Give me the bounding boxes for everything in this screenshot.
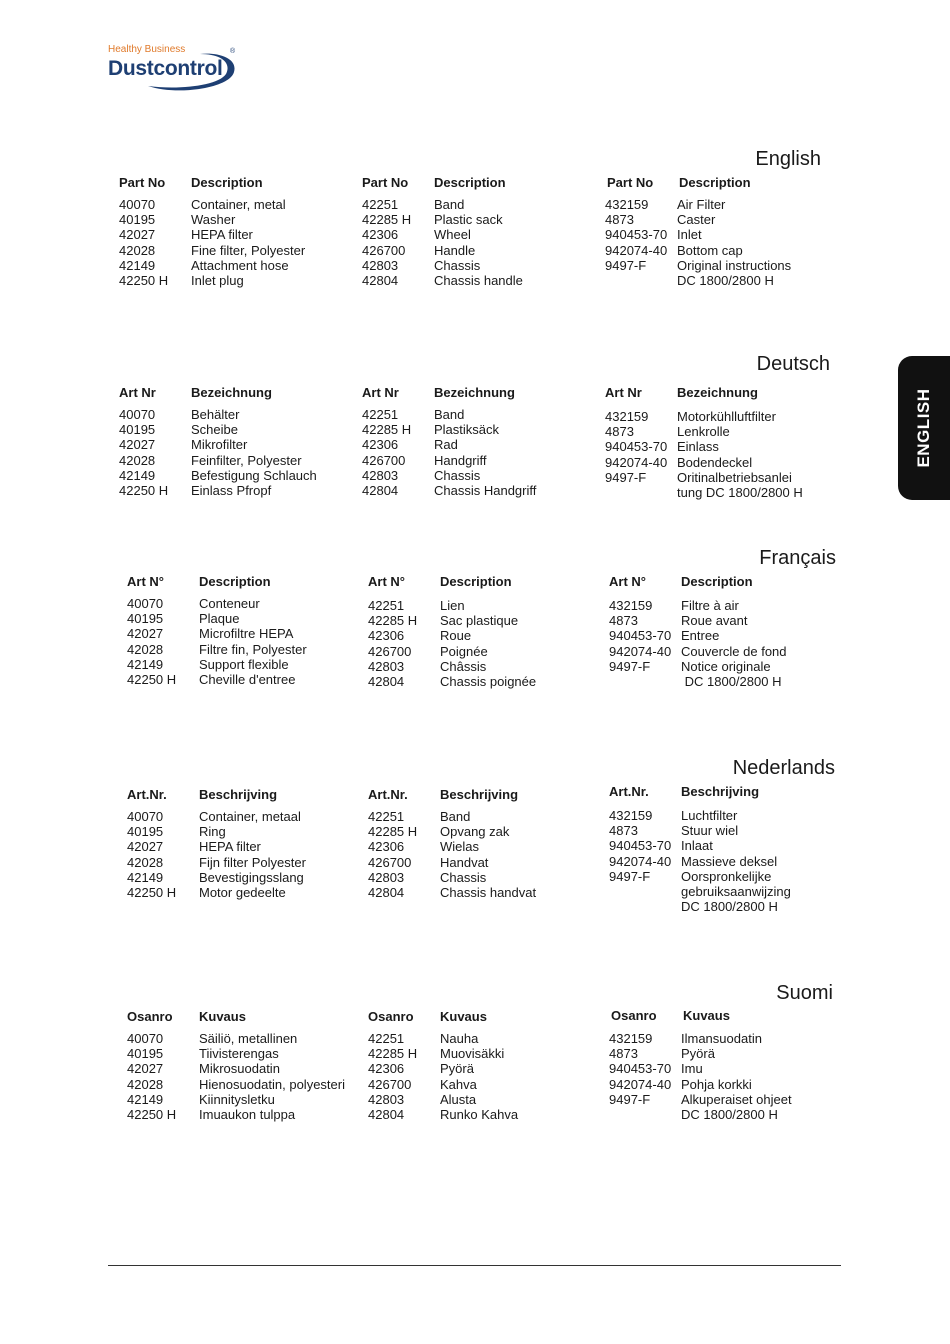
part-number	[609, 899, 671, 914]
part-description: Feinfilter, Polyester	[191, 452, 302, 468]
header-description: Beschrijving	[199, 787, 278, 802]
part-description: Chassis Handgriff	[434, 482, 537, 498]
part-description: Handle	[434, 242, 476, 258]
header-part-no: Art.Nr.	[609, 784, 649, 799]
brand-tagline: Healthy Business	[108, 44, 186, 55]
part-number	[605, 485, 667, 500]
part-number: 9497-F	[605, 257, 647, 273]
part-number: 426700	[368, 643, 412, 659]
part-description: Lien	[440, 598, 465, 613]
part-number: 42027	[119, 437, 156, 453]
part-number-column	[605, 409, 667, 500]
section-language-title: Deutsch	[756, 353, 830, 375]
part-number: 42027	[119, 227, 156, 243]
part-number-column	[119, 407, 168, 498]
part-number: 42149	[127, 1091, 164, 1107]
part-number: 42028	[127, 854, 164, 870]
part-description: Oritinalbetriebsanlei	[677, 469, 792, 485]
side-tab-label: ENGLISH	[914, 388, 933, 468]
part-description: DC 1800/2800 H	[677, 272, 774, 288]
part-number: 940453-70	[609, 1061, 672, 1077]
part-number: 42803	[368, 658, 405, 674]
part-number: 42251	[362, 197, 399, 212]
part-description: Alusta	[440, 1091, 477, 1107]
part-number	[609, 884, 671, 899]
description-column	[191, 197, 305, 288]
footer-divider	[108, 1265, 841, 1266]
registered-mark: ®	[230, 48, 236, 55]
part-description: Einlass	[677, 439, 719, 455]
part-number: 42803	[368, 1091, 405, 1107]
part-number: 432159	[609, 1031, 653, 1046]
section-language-title: Français	[759, 547, 836, 569]
part-description: Bottom cap	[677, 242, 743, 258]
part-description: Inlet	[677, 227, 702, 243]
part-description: Kahva	[440, 1076, 477, 1092]
part-description: Pyörä	[681, 1046, 715, 1062]
part-description: Plastiksäck	[434, 422, 500, 438]
part-number: 426700	[362, 242, 406, 258]
part-number: 42803	[362, 257, 399, 273]
part-description: Tiivisterengas	[199, 1046, 279, 1062]
part-number-column	[605, 197, 667, 288]
part-description: Kiinnitysletku	[199, 1091, 275, 1107]
part-description: Cheville d'entree	[199, 671, 296, 687]
part-description: Pohja korkki	[681, 1076, 752, 1092]
section-francais	[0, 547, 950, 747]
part-number: 40070	[127, 1031, 164, 1046]
part-number: 4873	[609, 613, 638, 629]
part-number	[609, 1107, 671, 1122]
part-number: 42028	[127, 641, 164, 657]
part-description: Motor gedeelte	[199, 884, 286, 900]
part-description: Chassis	[434, 257, 481, 273]
description-column	[434, 407, 536, 498]
part-number: 940453-70	[609, 628, 672, 644]
part-number: 432159	[609, 808, 653, 823]
part-description: Washer	[191, 212, 236, 228]
header-part-no: Osanro	[611, 1008, 657, 1023]
part-number-column	[609, 1031, 671, 1122]
part-number	[605, 273, 667, 288]
part-description: Massieve deksel	[681, 853, 778, 869]
part-description: Châssis	[440, 658, 487, 674]
part-description: gebruiksaanwijzing	[681, 883, 791, 899]
description-column	[191, 407, 317, 498]
part-number: 42804	[362, 272, 399, 288]
description-column	[440, 809, 536, 900]
part-description: Bodendeckel	[677, 454, 753, 470]
part-number: 940453-70	[605, 439, 668, 455]
part-number: 42804	[368, 1106, 405, 1122]
part-number: 42149	[127, 656, 164, 672]
part-description: Notice originale	[681, 658, 771, 674]
part-description: Motorkühlluftfilter	[677, 409, 776, 424]
part-number: 426700	[362, 452, 406, 468]
part-description: DC 1800/2800 H	[681, 673, 782, 689]
part-number: 942074-40	[609, 1076, 672, 1092]
header-description: Kuvaus	[199, 1009, 246, 1024]
part-description: Entree	[681, 628, 720, 644]
part-number: 432159	[605, 197, 649, 212]
header-part-no: Art.Nr.	[127, 787, 167, 802]
part-description: HEPA filter	[199, 839, 261, 855]
part-number: 9497-F	[605, 469, 647, 485]
part-description: Mikrosuodatin	[199, 1061, 280, 1077]
part-description: Muovisäkki	[440, 1046, 505, 1062]
description-column	[199, 809, 306, 900]
brand-name: Dustcontrol	[108, 57, 223, 80]
part-number: 40070	[127, 596, 164, 611]
part-number: 40195	[127, 611, 164, 627]
part-number: 42250 H	[127, 884, 177, 900]
part-number: 42804	[362, 482, 399, 498]
part-number: 4873	[605, 212, 634, 228]
description-column	[677, 409, 803, 500]
part-description: Wielas	[440, 839, 480, 855]
part-description: Einlass Pfropf	[191, 482, 272, 498]
part-description: Inlet plug	[191, 272, 244, 288]
part-description: Band	[440, 809, 471, 824]
part-description: Chassis handle	[434, 272, 523, 288]
part-number: 42149	[119, 467, 156, 483]
description-column	[440, 1031, 518, 1122]
part-number: 42250 H	[119, 272, 169, 288]
part-description: Mikrofilter	[191, 437, 248, 453]
part-number: 42251	[368, 809, 405, 824]
part-description: Alkuperaiset ohjeet	[681, 1091, 792, 1107]
part-description: Lenkrolle	[677, 424, 730, 440]
part-description: Ilmansuodatin	[681, 1031, 762, 1046]
part-number: 42804	[368, 673, 405, 689]
header-part-no: Part No	[362, 175, 409, 190]
header-description: Description	[681, 574, 753, 589]
part-number-column	[368, 1031, 417, 1122]
part-description: Säiliö, metallinen	[199, 1031, 298, 1046]
part-description: Caster	[677, 212, 716, 228]
part-number: 42027	[127, 1061, 164, 1077]
part-number-column	[609, 808, 671, 914]
part-description: Opvang zak	[440, 824, 510, 840]
part-description: Original instructions	[677, 257, 792, 273]
section-nederlands	[0, 757, 950, 957]
part-number: 42028	[119, 452, 156, 468]
part-description: Air Filter	[677, 197, 726, 212]
part-number: 942074-40	[605, 454, 668, 470]
part-description: Roue	[440, 628, 472, 644]
part-description: Luchtfilter	[681, 808, 738, 823]
part-number: 42306	[368, 1061, 405, 1077]
part-number: 40070	[127, 809, 164, 824]
part-description: Chassis	[434, 467, 481, 483]
part-description: Fijn filter Polyester	[199, 854, 306, 870]
part-description: Plaque	[199, 611, 240, 627]
part-number: 942074-40	[609, 643, 672, 659]
part-number: 40070	[119, 407, 156, 422]
part-number: 942074-40	[609, 853, 672, 869]
part-number: 40195	[127, 1046, 164, 1062]
part-description: Scheibe	[191, 422, 238, 438]
header-description: Description	[199, 574, 271, 589]
part-number: 42306	[362, 437, 399, 453]
part-description: Band	[434, 407, 465, 422]
header-description: Beschrijving	[440, 787, 519, 802]
header-description: Beschrijving	[681, 784, 760, 799]
header-description: Description	[191, 175, 263, 190]
section-suomi	[0, 982, 950, 1182]
part-description: Inlaat	[681, 838, 713, 854]
part-number: 40070	[119, 197, 156, 212]
part-description: Wheel	[434, 227, 471, 243]
section-english	[0, 148, 950, 348]
part-description: Conteneur	[199, 596, 260, 611]
description-column	[440, 598, 536, 689]
header-description: Description	[440, 574, 512, 589]
part-number: 4873	[609, 823, 638, 839]
part-description: Fine filter, Polyester	[191, 242, 306, 258]
header-part-no: Art N°	[368, 574, 405, 589]
header-part-no: Art Nr	[362, 385, 399, 400]
part-description: Chassis handvat	[440, 884, 537, 900]
description-column	[681, 598, 787, 689]
part-number: 40195	[119, 212, 156, 228]
header-description: Bezeichnung	[434, 385, 515, 400]
part-number	[609, 674, 671, 689]
part-number: 42251	[368, 1031, 405, 1046]
part-description: Chassis	[440, 869, 487, 885]
header-description: Kuvaus	[440, 1009, 487, 1024]
part-number: 42803	[362, 467, 399, 483]
description-column	[434, 197, 523, 288]
header-description: Bezeichnung	[191, 385, 272, 400]
part-number-column	[368, 598, 417, 689]
part-number: 42285 H	[362, 422, 412, 438]
header-part-no: Art Nr	[119, 385, 156, 400]
part-number: 42149	[119, 257, 156, 273]
part-number: 42251	[368, 598, 405, 613]
part-number: 42804	[368, 884, 405, 900]
header-description: Description	[679, 175, 751, 190]
part-number: 42306	[362, 227, 399, 243]
part-number: 40195	[119, 422, 156, 438]
header-part-no: Art Nr	[605, 385, 642, 400]
header-part-no: Part No	[119, 175, 166, 190]
part-number: 42250 H	[127, 1106, 177, 1122]
part-number: 4873	[605, 424, 634, 440]
header-part-no: Art N°	[127, 574, 164, 589]
section-deutsch	[0, 353, 950, 553]
part-number: 42306	[368, 628, 405, 644]
section-language-title: English	[755, 148, 821, 170]
part-number: 940453-70	[609, 838, 672, 854]
part-number: 42285 H	[368, 1046, 418, 1062]
part-number: 940453-70	[605, 227, 668, 243]
part-number: 42027	[127, 626, 164, 642]
part-number: 42028	[119, 242, 156, 258]
part-description: Imu	[681, 1061, 703, 1077]
header-part-no: Osanro	[127, 1009, 173, 1024]
part-description: Runko Kahva	[440, 1106, 519, 1122]
part-number-column	[127, 1031, 176, 1122]
description-column	[681, 1031, 792, 1122]
part-number: 42285 H	[368, 613, 418, 629]
part-number: 42250 H	[127, 671, 177, 687]
part-number-column	[362, 197, 411, 288]
part-description: Chassis poignée	[440, 673, 537, 689]
part-number-column	[127, 596, 176, 687]
part-number: 426700	[368, 1076, 412, 1092]
part-description: Filtre à air	[681, 598, 739, 613]
part-description: Bevestigingsslang	[199, 869, 304, 885]
part-number: 42285 H	[368, 824, 418, 840]
part-description: Sac plastique	[440, 613, 519, 629]
part-description: Band	[434, 197, 465, 212]
part-number: 42803	[368, 869, 405, 885]
part-number-column	[127, 809, 176, 900]
description-column	[199, 1031, 345, 1122]
part-description: Oorspronkelijke	[681, 868, 772, 884]
part-description: Handgriff	[434, 452, 487, 468]
part-number: 42027	[127, 839, 164, 855]
part-number-column	[119, 197, 168, 288]
part-description: Couvercle de fond	[681, 643, 787, 659]
part-number: 42306	[368, 839, 405, 855]
part-description: Container, metaal	[199, 809, 301, 824]
part-number: 42251	[362, 407, 399, 422]
description-column	[199, 596, 307, 687]
header-part-no: Art.Nr.	[368, 787, 408, 802]
header-description: Description	[434, 175, 506, 190]
part-number: 4873	[609, 1046, 638, 1062]
header-description: Bezeichnung	[677, 385, 758, 400]
description-column	[677, 197, 791, 288]
part-description: Nauha	[440, 1031, 479, 1046]
part-description: DC 1800/2800 H	[681, 899, 778, 915]
part-number: 42250 H	[119, 482, 169, 498]
part-description: Plastic sack	[434, 212, 503, 228]
part-description: Imuaukon tulppa	[199, 1106, 296, 1122]
part-description: Attachment hose	[191, 257, 289, 273]
header-part-no: Art N°	[609, 574, 646, 589]
header-description: Kuvaus	[683, 1008, 730, 1023]
part-description: HEPA filter	[191, 227, 253, 243]
part-number: 42149	[127, 869, 164, 885]
part-description: Hienosuodatin, polyesteri	[199, 1076, 345, 1092]
section-language-title: Suomi	[776, 982, 833, 1004]
part-description: Roue avant	[681, 613, 748, 629]
part-description: Microfiltre HEPA	[199, 626, 294, 642]
part-number-column	[609, 598, 671, 689]
part-description: Ring	[199, 824, 226, 840]
section-language-title: Nederlands	[732, 757, 835, 779]
part-description: Container, metal	[191, 197, 286, 212]
part-number: 942074-40	[605, 242, 668, 258]
part-number: 432159	[605, 409, 649, 424]
part-number: 9497-F	[609, 868, 651, 884]
part-number: 426700	[368, 854, 412, 870]
header-part-no: Part No	[607, 175, 654, 190]
part-description: Filtre fin, Polyester	[199, 641, 307, 657]
part-number: 432159	[609, 598, 653, 613]
part-number-column	[362, 407, 411, 498]
part-description: Pyörä	[440, 1061, 474, 1077]
part-number: 9497-F	[609, 658, 651, 674]
part-description: Befestigung Schlauch	[191, 467, 317, 483]
part-description: Rad	[434, 437, 458, 453]
part-description: Behälter	[191, 407, 240, 422]
part-number: 42285 H	[362, 212, 412, 228]
part-description: Stuur wiel	[681, 823, 739, 839]
header-part-no: Osanro	[368, 1009, 414, 1024]
part-number: 40195	[127, 824, 164, 840]
dustcontrol-logo	[108, 44, 238, 94]
part-description: tung DC 1800/2800 H	[677, 484, 803, 500]
part-number: 9497-F	[609, 1091, 651, 1107]
part-number: 42028	[127, 1076, 164, 1092]
part-description: Support flexible	[199, 656, 289, 672]
part-description: Handvat	[440, 854, 489, 870]
description-column	[681, 808, 791, 914]
part-description: DC 1800/2800 H	[681, 1106, 778, 1122]
part-number-column	[368, 809, 417, 900]
part-description: Poignée	[440, 643, 488, 659]
